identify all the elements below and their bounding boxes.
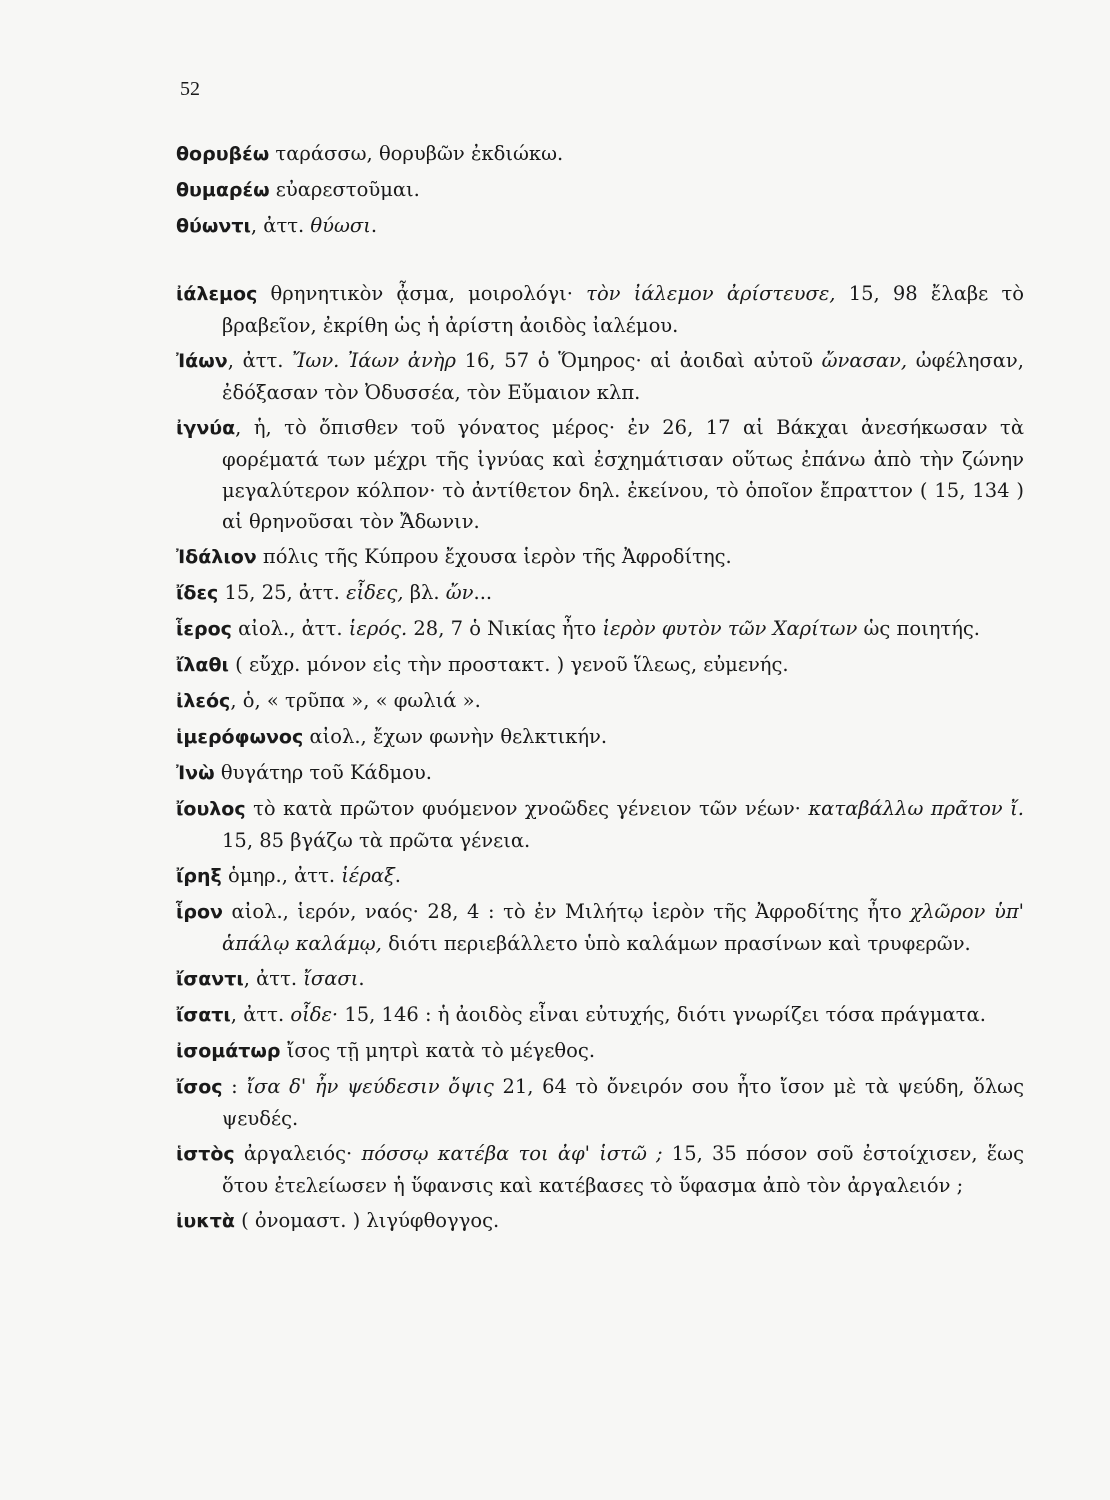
definition-italic: χλῶρον ὑπ' ἁπάλῳ καλάμῳ,	[222, 900, 1025, 955]
headword: θύωντι	[176, 215, 251, 237]
headword: Ἰάων	[176, 350, 228, 372]
page-number: 52	[180, 78, 200, 100]
definition-text: .	[394, 864, 401, 887]
headword: ἱμερόφωνος	[176, 726, 304, 748]
definition-text: πόλις τῆς Κύπρου ἔχουσα ἱερὸν τῆς Ἀφροδίτης.	[256, 545, 732, 568]
glossary-entry	[176, 345, 1024, 408]
headword: ἷερος	[176, 618, 232, 640]
definition-text: αἰολ., ἀττ.	[231, 617, 349, 640]
definition-text: ταράσσω, θορυβῶν ἐκδιώκω.	[269, 142, 564, 165]
headword: ἰλεός	[176, 690, 231, 712]
definition-text: , ἀττ.	[230, 1003, 291, 1026]
glossary-entry	[176, 999, 1024, 1031]
definition-text: , ἀττ.	[250, 214, 311, 237]
definition-text: 15, 146 : ἡ ἀοιδὸς εἶναι εὐτυχής, διότι γνωρίζει τόσα πράγματα.	[338, 1003, 986, 1026]
definition-text: αἰολ., ἱερόν, ναός· 28, 4 : τὸ ἐν Μιλήτῳ ἱερὸν τῆς Ἀφροδίτης ἦτο	[223, 900, 911, 923]
headword: ἴλαθι	[176, 654, 229, 676]
glossary-entry	[176, 577, 1024, 609]
headword: ἴρηξ	[176, 865, 222, 887]
definition-text: βλ.	[403, 581, 446, 604]
definition-text: εὐαρεστοῦμαι.	[269, 178, 420, 201]
glossary-entry	[176, 1205, 1024, 1237]
glossary-entry	[176, 721, 1024, 753]
definition-italic: ἱερός.	[348, 617, 408, 640]
definition-text: διότι περιεβάλλετο ὑπὸ καλάμων πρασίνων καὶ τρυφερῶν.	[381, 932, 971, 955]
glossary-entry	[176, 412, 1024, 537]
definition-text: .	[358, 967, 365, 990]
definition-italic: τὸν ἰάλεμον ἀρίστευσε,	[586, 282, 836, 305]
headword: ἰάλεμος	[176, 283, 258, 305]
glossary-entry	[176, 210, 1024, 242]
glossary-entry	[176, 896, 1024, 959]
glossary-entry	[176, 174, 1024, 206]
definition-italic: ἴσα δ' ἦν ψεύδεσιν ὄψις	[246, 1075, 494, 1098]
headword: ἰσομάτωρ	[176, 1040, 281, 1062]
definition-text: ( εὔχρ. μόνον εἰς τὴν προστακτ. ) γενοῦ ἵλεως, εὐμενής.	[228, 653, 789, 676]
definition-italic: θύωσι	[310, 214, 371, 237]
glossary-entry	[176, 793, 1024, 856]
definition-text: ...	[473, 581, 493, 604]
definition-text: 15, 25, ἀττ.	[218, 581, 347, 604]
glossary-entry	[176, 541, 1024, 573]
glossary-entry	[176, 1138, 1024, 1201]
glossary-entry	[176, 860, 1024, 892]
definition-text: ὠφέλησαν, ἐδόξασαν τὸν Ὀδυσσέα, τὸν Εὔμαιον κλπ.	[222, 349, 1024, 404]
definition-italic: ὤν	[445, 581, 474, 604]
definition-italic: ἱέραξ	[341, 864, 395, 887]
definition-text: , ἀττ.	[227, 349, 293, 372]
glossary-entry	[176, 1035, 1024, 1067]
definition-text: , ἡ, τὸ ὄπισθεν τοῦ γόνατος μέρος· ἐν 26, 17 αἱ Βάκχαι ἀνεσήκωσαν τὰ φορέματά των μέχρι τῆς ἰγνύας καὶ ἐσχημάτισαν οὕτως ἐπάνω ἀπὸ τὴν ζώνην μεγαλύτερον κόλπον· τὸ ἀντίθετον δηλ. ἐκείνου, τὸ ὁποῖον ἔπραττον ( 15, 134 ) αἱ θρηνοῦσαι τὸν Ἄδωνιν.	[222, 416, 1024, 533]
definition-text: αἰολ., ἔχων φωνὴν θελκτικήν.	[303, 725, 608, 748]
definition-italic: οἶδε·	[290, 1003, 339, 1026]
glossary-entry	[176, 1071, 1024, 1134]
definition-italic: ἱερὸν φυτὸν τῶν Χαρίτων	[602, 617, 858, 640]
headword: ἴσατι	[176, 1004, 231, 1026]
headword: ἴουλος	[176, 798, 246, 820]
glossary-entry	[176, 613, 1024, 645]
definition-text: ὡς ποιητής.	[857, 617, 981, 640]
definition-text: ἴσος τῇ μητρὶ κατὰ τὸ μέγεθος.	[280, 1039, 596, 1062]
definition-text: ἀργαλειός·	[234, 1142, 362, 1165]
definition-text: 28, 7 ὁ Νικίας ἦτο	[407, 617, 603, 640]
definition-text: .	[370, 214, 378, 237]
headword: ἱστὸς	[176, 1143, 235, 1165]
glossary-entry	[176, 963, 1024, 995]
definition-text: ( ὀνομαστ. ) λιγύφθογγος.	[234, 1209, 500, 1232]
headword: ἰγνύα	[176, 417, 236, 439]
definition-text: θυγάτηρ τοῦ Κάδμου.	[214, 761, 432, 784]
glossary-entry	[176, 138, 1024, 170]
glossary-entry	[176, 649, 1024, 681]
definition-italic: Ἴων. Ἰάων ἀνὴρ	[292, 349, 456, 372]
definition-text: 21, 64 τὸ ὄνειρόν σου ἦτο ἴσον μὲ τὰ ψεύδη, ὅλως ψευδές.	[222, 1075, 1025, 1130]
definition-text: 15, 35 πόσον σοῦ ἐστοίχισεν, ἕως ὅτου ἐτελείωσεν ἡ ὕφανσις καὶ κατέβασες τὸ ὕφασμα ἀπὸ τὸν ἀργαλειόν ;	[222, 1142, 1025, 1197]
headword: Ἰνὼ	[176, 762, 215, 784]
definition-text: :	[222, 1075, 247, 1098]
definition-text: ὁμηρ., ἀττ.	[221, 864, 342, 887]
headword: θορυβέω	[176, 143, 270, 165]
definition-text: , ὁ, « τρῦπα », « φωλιά ».	[230, 689, 481, 712]
definition-text: τὸ κατὰ πρῶτον φυόμενον χνοῶδες γένειον τῶν νέων·	[245, 797, 809, 820]
headword: ἴσαντι	[176, 968, 244, 990]
glossary-entry	[176, 757, 1024, 789]
definition-text: , ἀττ.	[243, 967, 304, 990]
definition-italic: ὤνασαν,	[821, 349, 908, 372]
headword: ἴσος	[176, 1076, 223, 1098]
definition-italic: ἴσασι	[303, 967, 359, 990]
definition-italic: καταβάλλω πρᾶτον ἴ.	[808, 797, 1024, 820]
definition-text: 15, 98 ἔλαβε τὸ βραβεῖον, ἐκρίθη ὡς ἡ ἀρίστη ἀοιδὸς ἰαλέμου.	[222, 282, 1024, 337]
definition-italic: πόσσῳ κατέβα τοι ἀφ' ἱστῶ ;	[361, 1142, 663, 1165]
definition-italic: εἶδες,	[346, 581, 404, 604]
definition-text: 15, 85 βγάζω τὰ πρῶτα γένεια.	[222, 829, 531, 852]
headword: ἰυκτὰ	[176, 1210, 235, 1232]
glossary-list	[176, 138, 1024, 1241]
definition-text: θρηνητικὸν ᾆσμα, μοιρολόγι·	[257, 282, 587, 305]
glossary-entry	[176, 278, 1024, 341]
headword: Ἰδάλιον	[176, 546, 257, 568]
headword: ἷρον	[176, 901, 223, 923]
headword: ἴδες	[176, 582, 219, 604]
headword: θυμαρέω	[176, 179, 270, 201]
definition-text: 16, 57 ὁ Ὅμηρος· αἱ ἀοιδαὶ αὐτοῦ	[455, 349, 822, 372]
glossary-entry	[176, 685, 1024, 717]
